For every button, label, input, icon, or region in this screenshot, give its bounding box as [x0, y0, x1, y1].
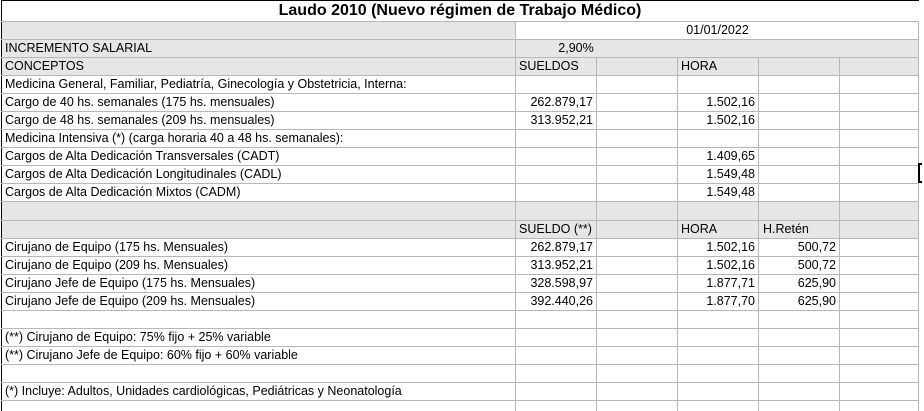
grid-hline-17	[1, 310, 919, 311]
jefe1-concept[interactable]: Cirujano Jefe de Equipo (175 hs. Mensuales)	[5, 276, 256, 290]
cadt-concept[interactable]: Cargos de Alta Dedicación Transversales (CADT)	[5, 149, 280, 163]
row2-concept[interactable]: Cargo de 48 hs. semanales (209 hs. mensuales)	[5, 113, 275, 127]
hora-header[interactable]: HORA	[681, 59, 718, 73]
grey-band-spacer-row	[2, 202, 918, 220]
cadm-hora[interactable]: 1.549,48	[706, 185, 755, 199]
row1-concept[interactable]: Cargo de 40 hs. semanales (175 hs. mensuales)	[5, 95, 275, 109]
cell-selection-marker	[918, 163, 922, 183]
jefe2-sueldo[interactable]: 392.440,26	[530, 294, 593, 308]
sheet-title[interactable]: Laudo 2010 (Nuevo régimen de Trabajo Médico)	[278, 2, 642, 19]
grid-hline-11	[1, 201, 919, 202]
cirujano1-sueldo[interactable]: 262.879,17	[530, 240, 593, 254]
sueldo2-header[interactable]: SUELDO (**)	[519, 222, 592, 236]
cirujano1-hora[interactable]: 1.502,16	[706, 240, 755, 254]
conceptos-header[interactable]: CONCEPTOS	[5, 59, 84, 73]
incremento-label[interactable]: INCREMENTO SALARIAL	[5, 41, 153, 55]
row1-hora[interactable]: 1.502,16	[706, 95, 755, 109]
cirujano2-hreten[interactable]: 500,72	[797, 258, 836, 272]
row1-sueldo[interactable]: 262.879,17	[530, 95, 593, 109]
grid-vline-b	[515, 22, 516, 411]
cirujano2-concept[interactable]: Cirujano de Equipo (209 hs. Mensuales)	[5, 258, 229, 272]
cadl-concept[interactable]: Cargos de Alta Dedicación Longitudinales (CADL)	[5, 167, 282, 181]
incremento-value[interactable]: 2,90%	[558, 41, 594, 55]
grid-hline-20	[1, 364, 919, 365]
section2-label[interactable]: Medicina Intensiva (*) (carga horaria 40 a 48 hs. semanales):	[5, 131, 344, 145]
jefe1-sueldo[interactable]: 328.598,97	[530, 276, 593, 290]
cadm-concept[interactable]: Cargos de Alta Dedicación Mixtos (CADM)	[5, 185, 241, 199]
grey-band-date-row	[2, 22, 516, 39]
jefe1-hora[interactable]: 1.877,71	[706, 276, 755, 290]
cadt-hora[interactable]: 1.409,65	[706, 149, 755, 163]
cirujano1-hreten[interactable]: 500,72	[797, 240, 836, 254]
hora2-header[interactable]: HORA	[681, 222, 718, 236]
note-incluye[interactable]: (*) Incluye: Adultos, Unidades cardiológicas, Pediátricas y Neonatología	[5, 384, 402, 398]
date-cell[interactable]: 01/01/2022	[686, 23, 749, 37]
jefe2-hreten[interactable]: 625,90	[797, 294, 836, 308]
grid-hline-1	[1, 21, 919, 22]
jefe1-hreten[interactable]: 625,90	[797, 276, 836, 290]
jefe2-hora[interactable]: 1.877,70	[706, 294, 755, 308]
cirujano2-hora[interactable]: 1.502,16	[706, 258, 755, 272]
row2-hora[interactable]: 1.502,16	[706, 113, 755, 127]
grid-vline-g	[918, 22, 919, 411]
cirujano2-sueldo[interactable]: 313.952,21	[530, 258, 593, 272]
row2-sueldo[interactable]: 313.952,21	[530, 113, 593, 127]
sueldos-header[interactable]: SUELDOS	[519, 59, 579, 73]
note-cirujano-equipo[interactable]: (**) Cirujano de Equipo: 75% fijo + 25% variable	[5, 330, 271, 344]
cadl-hora[interactable]: 1.549,48	[706, 167, 755, 181]
grid-hline-22	[1, 400, 919, 401]
jefe2-concept[interactable]: Cirujano Jefe de Equipo (209 hs. Mensuales)	[5, 294, 256, 308]
hreten-header[interactable]: H.Retén	[763, 222, 809, 236]
cirujano1-concept[interactable]: Cirujano de Equipo (175 hs. Mensuales)	[5, 240, 229, 254]
note-cirujano-jefe[interactable]: (**) Cirujano Jefe de Equipo: 60% fijo + 60% variable	[5, 348, 298, 362]
section1-label[interactable]: Medicina General, Familiar, Pediatría, Ginecología y Obstetricia, Interna:	[5, 77, 407, 91]
